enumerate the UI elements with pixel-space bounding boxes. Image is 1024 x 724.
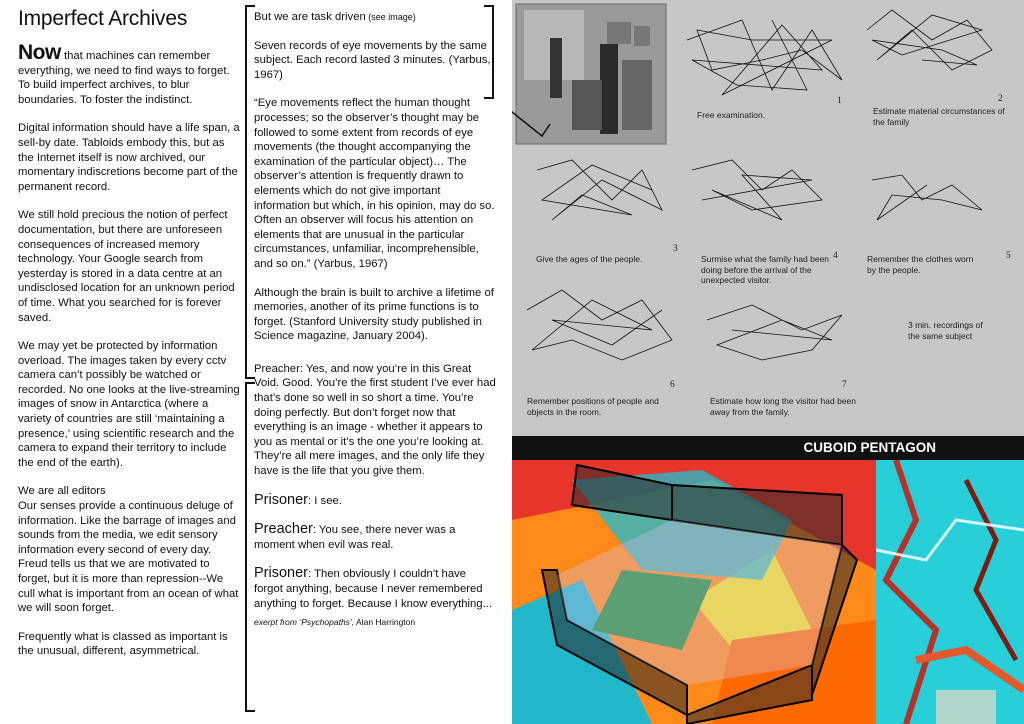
intro-drop-word: Now bbox=[18, 41, 61, 64]
abstract-detail-photo bbox=[876, 460, 1024, 724]
caption-number-2: 2 bbox=[998, 94, 1003, 104]
caption-number-5: 5 bbox=[1006, 251, 1011, 261]
caption-number-4: 4 bbox=[833, 251, 838, 261]
editors-heading: We are all editors bbox=[18, 485, 106, 498]
cuboid-pentagon-photo bbox=[512, 460, 876, 724]
caption-1: Free examination. bbox=[697, 110, 766, 120]
abstract-illustration bbox=[876, 460, 1024, 724]
caption-5: Remember the clothes worn by the people. bbox=[867, 254, 974, 275]
yarbus-figure bbox=[512, 0, 1024, 436]
page-title: Imperfect Archives bbox=[18, 7, 188, 30]
scanpath-3 bbox=[537, 160, 662, 220]
caption-6: Remember positions of people and objects in the room. bbox=[527, 396, 659, 417]
caption-4: Surmise what the family had been doing before the arrival of the unexpected visitor. bbox=[701, 254, 830, 285]
caption-number-3: 3 bbox=[673, 244, 678, 254]
prisoner-line-2: Prisoner: Then obviously I couldn’t have forgot anything, because I never remembered anything to forget. Because I know everything... bbox=[254, 565, 493, 610]
caption-number-7: 7 bbox=[842, 380, 847, 390]
scanpath-1 bbox=[687, 20, 842, 95]
caption-number-1: 1 bbox=[837, 96, 842, 106]
yarbus-quote: “Eye movements reflect the human thought processes; so the observer’s thought may be followed to some extent from records of eye movements (the thought accompanying the examination of the particular object)… The observer’s attention is frequently drawn to elements which do not give important information but which, in his opinion, may do so. Often an observer will focus his attention on elements that are unusual in the particular circumstances, unfamiliar, incomprehensible, and so on.” (Yarbus, 1967) bbox=[254, 97, 495, 270]
preacher-line-2: Preacher: You see, there never was a moment when evil was real. bbox=[254, 521, 456, 551]
column-quotes bbox=[254, 10, 498, 630]
column-essay bbox=[18, 6, 240, 673]
intro-paragraph: Now that machines can remember everything, we need to find ways to forget. To build imperfect archives, to blur boundaries. To foster the indistinct. bbox=[18, 41, 230, 106]
paragraph-unusual: Frequently what is classed as important is the unusual, different, asymmetrical. bbox=[18, 630, 228, 658]
caption-summary: 3 min. recordings of the same subject bbox=[908, 320, 983, 341]
preacher-line-1: Preacher: Yes, and now you’re in this Great Void. Good. You’re the first student I’ve ever had that’s done so well in so short a time. You’re doing perfectly. But don’t forget now that everything is an image - whether it appears to you as mental or it’s the one you’re looking at. They’re all mere images, and the only life they have is the life that you give them. bbox=[254, 362, 496, 478]
caption-number-6: 6 bbox=[670, 380, 675, 390]
scanpath-5 bbox=[872, 175, 982, 220]
paragraph-editors: We are all editors Our senses provide a continuous deluge of information. Like the barrage of images and sounds from the media, we edit sensory information every second of every day. Freud tells us that we are motivated to forget, but it is more than repression--We cull what is important from an ocean of what we will soon forget. bbox=[18, 485, 239, 615]
paragraph-lifespan: Digital information should have a life span, a sell-by date. Tabloids embody this, but as the Internet itself is now archived, our momentary indiscretions become part of the permanent record. bbox=[18, 122, 240, 193]
painting-image bbox=[516, 4, 666, 144]
scanpath-2 bbox=[867, 10, 992, 70]
task-heading: But we are task driven (see image) bbox=[254, 11, 416, 23]
records-note: Seven records of eye movements by the same subject. Each record lasted 3 minutes. (Yarbus, 1967) bbox=[254, 39, 491, 81]
yarbus-drawings bbox=[512, 0, 1024, 436]
caption-7: Estimate how long the visitor had been away from the family. bbox=[710, 396, 857, 417]
scanpath-7 bbox=[707, 305, 842, 360]
photo-label-band bbox=[512, 436, 1024, 460]
brain-paragraph: Although the brain is built to archive a lifetime of memories, another of its prime functions is to forget. (Stanford University study published in Science magazine, January 2004). bbox=[254, 286, 494, 343]
pentagon-illustration bbox=[512, 460, 876, 724]
paragraph-documentation: We still hold precious the notion of perfect documentation, but there are unforeseen consequences of increased memory technology. Your Google search from yesterday is stored in a data centre at an undisclosed location for an unknown period of time. What you searched for is forever saved. bbox=[18, 209, 235, 324]
scanpath-6 bbox=[527, 290, 672, 360]
caption-3: Give the ages of the people. bbox=[536, 254, 643, 264]
scanpath-4 bbox=[692, 160, 822, 220]
excerpt-credit: exerpt from ‘Psychopaths’, Alan Harrington bbox=[254, 617, 416, 628]
caption-2: Estimate material circumstances of the family bbox=[873, 106, 1005, 127]
prisoner-line-1: Prisoner: I see. bbox=[254, 491, 342, 508]
paragraph-overload: We may yet be protected by information overload. The images taken by every cctv camera can’t possibly be watched or recorded. No one looks at the live-streaming images of snow in Antarctica (where a variety of countries are still ‘maintaining a presence,’ using scientific research and the camera to expand their territory to include the end of the earth). bbox=[18, 340, 240, 469]
photo-label: CUBOID PENTAGON bbox=[803, 440, 936, 455]
